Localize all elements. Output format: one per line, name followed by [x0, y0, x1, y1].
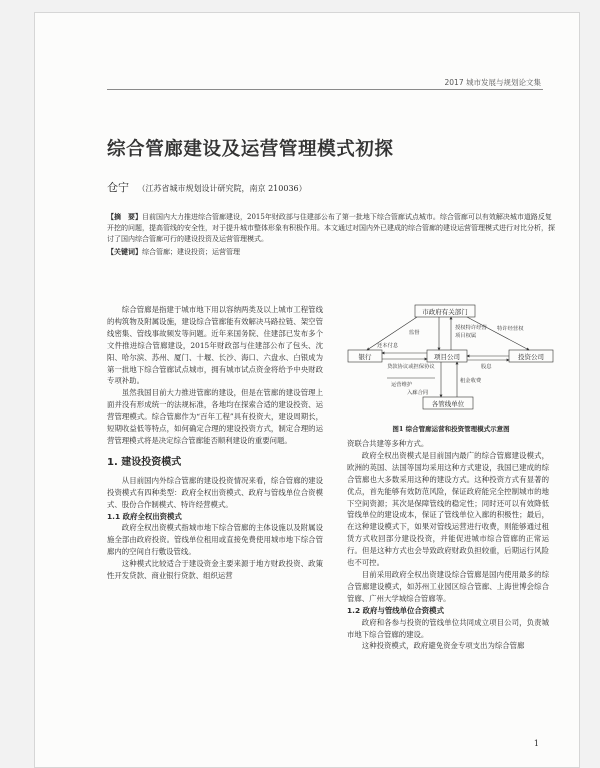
label-pipeline-units: 各管线单位	[431, 400, 465, 408]
subsection1-1-paragraph-1: 政府全权出资模式指城市地下综合管廊的主体设施以及附属设施全部由政府投资。管线单位租用或直接免费使用城市地下综合管廊内的空间自行敷设管线。	[107, 523, 323, 557]
label-rent-contract: 入廊合同	[407, 390, 429, 396]
abstract-text: 目前国内大力推进综合管廊建设，2015年财政部与住建部公布了第一批地下综合管廊试点城市。综合管廊可以有效解决城市道路反复开挖的问题，提高管线的安全性，对于提升城市整体形象有积极作用。本文通过对国内外已建成的综合管廊的建设运营管理模式进行对比分析，探讨了国内综合管廊可行的建设投资及运营管理模式。	[107, 213, 555, 243]
subsection1-1-paragraph-2: 这种模式比较适合于建设资金主要来源于地方财政投资、政策性开发贷款、商业银行贷款、组织运营	[107, 559, 323, 581]
label-loan-agreement: 贷款协议或担保协议	[387, 364, 435, 370]
running-header: 2017 城市发展与规划论文集	[444, 78, 541, 87]
label-government: 市政府有关部门	[422, 308, 468, 316]
paper-page	[34, 12, 580, 768]
subsection1-2-paragraph-1: 政府和各参与投资的管线单位共同成立项目公司，负责城市地下综合管廊的建设。	[347, 617, 549, 639]
label-operation: 运营维护	[391, 382, 413, 388]
keywords-label: 【关键词】	[107, 247, 142, 256]
label-franchise: 特许经营权	[497, 326, 524, 332]
author-line	[107, 179, 307, 195]
section1-paragraph: 从目前国内外综合管廊的建设投资情况来看，综合管廊的建设投资模式有四种类型：政府全权出资模式、政府与管线单位合资模式、股份合作制模式、特许经营模式。	[107, 475, 323, 509]
label-bank: 银行	[358, 353, 372, 361]
right-column	[347, 438, 549, 652]
label-grant: 授权特许经营	[455, 325, 487, 331]
intro-paragraph-1: 综合管廊是指建于城市地下用以容纳两类及以上城市工程管线的构筑物及附属设施，建设综合管廊能有效解决马路拉链、架空管线密集、管线事故频发等问题。近年来国务院、住建部已发布多个文件推进综合管廊建设，2015年财政部与住建部公布了包头、沈阳、哈尔滨、苏州、厦门、十堰、长沙、海口、六盘水、白银成为第一批地下综合管廊试点城市，拥有城市试点资金将给予中央财政专项补助。	[107, 305, 323, 386]
intro-paragraph-2: 虽然我国目前大力推进管廊的建设，但是在管廊的建设管理上面并没有形成统一的法规标准，各地均在探索合适的建设投资、运营管理模式。综合管廊作为“百年工程”具有投资大，建设周期长，短期收益低等特点，如何确定合理的建设投资方式，制定合理的运营管理模式将是决定综合管廊能否顺利建设的重要问题。	[107, 388, 323, 445]
right-lead-in: 资联合共建等多种方式。	[347, 439, 429, 448]
subsection-heading-1-1: 1.1 政府全权出资模式	[107, 511, 182, 521]
label-fee: 租金收费	[460, 378, 482, 384]
right-paragraph-2: 目前采用政府全权出资建设综合管廊是国内使用最多的综合管廊建设模式，如苏州工业园区综合管廊、上海世博会综合管廊、广州大学城综合管廊等。	[347, 569, 549, 603]
header-rule	[107, 89, 543, 90]
right-paragraph-1: 政府全权出资模式是目前国内最广的综合管廊建设模式，欧洲的英国、法国等国均采用这种方式建设，我国已建成的综合管廊也大多数采用这种的建设方式。这种投资方式有显著的优点，首先能够有效防范风险，保证政府能完全控制城市的地下空间资源；其次是保障管线的稳定性；同时还可以有效降低管线单位的建设成本，保证了管线单位入廊的积极性；最后，在这种建设模式下，如果对管线运营进行收费，则能够通过租赁方式收回部分建设投资，并能促进城市综合管廊的正常运行。但是这种方式也会导致政府财政负担较重，后期运行风险也不可控。	[347, 450, 549, 568]
label-investment-company: 投资公司	[518, 353, 544, 361]
subsection-heading-1-2: 1.2 政府与管线单位合资模式	[347, 605, 444, 615]
page-number: 1	[533, 739, 539, 748]
keywords-text: 综合管廊；建设投资；运营管理	[142, 248, 240, 256]
management-model-diagram	[347, 304, 555, 416]
label-ownership: 项目权属	[455, 333, 477, 339]
label-supervise: 监督	[409, 330, 420, 336]
label-dividend: 股息	[481, 364, 492, 370]
section-heading-1: 1. 建设投资模式	[107, 456, 182, 468]
keywords	[107, 247, 557, 257]
author-name: 仓宁	[107, 181, 129, 194]
subsection1-2-paragraph-2: 这种投资模式，政府避免资金专项支出为综合管廊	[361, 641, 525, 651]
left-column	[107, 304, 323, 582]
abstract	[107, 211, 557, 245]
abstract-label: 【摘 要】	[107, 212, 142, 221]
label-loan: 还本付息	[377, 343, 399, 349]
author-affiliation: （江苏省城市规划设计研究院，南京 210036）	[137, 184, 307, 193]
figure-caption: 图1 综合管廊运营和投资管理模式示意图	[392, 425, 510, 433]
article-title: 综合管廊建设及运营管理模式初探	[107, 139, 394, 160]
label-project-company: 项目公司	[434, 353, 460, 361]
